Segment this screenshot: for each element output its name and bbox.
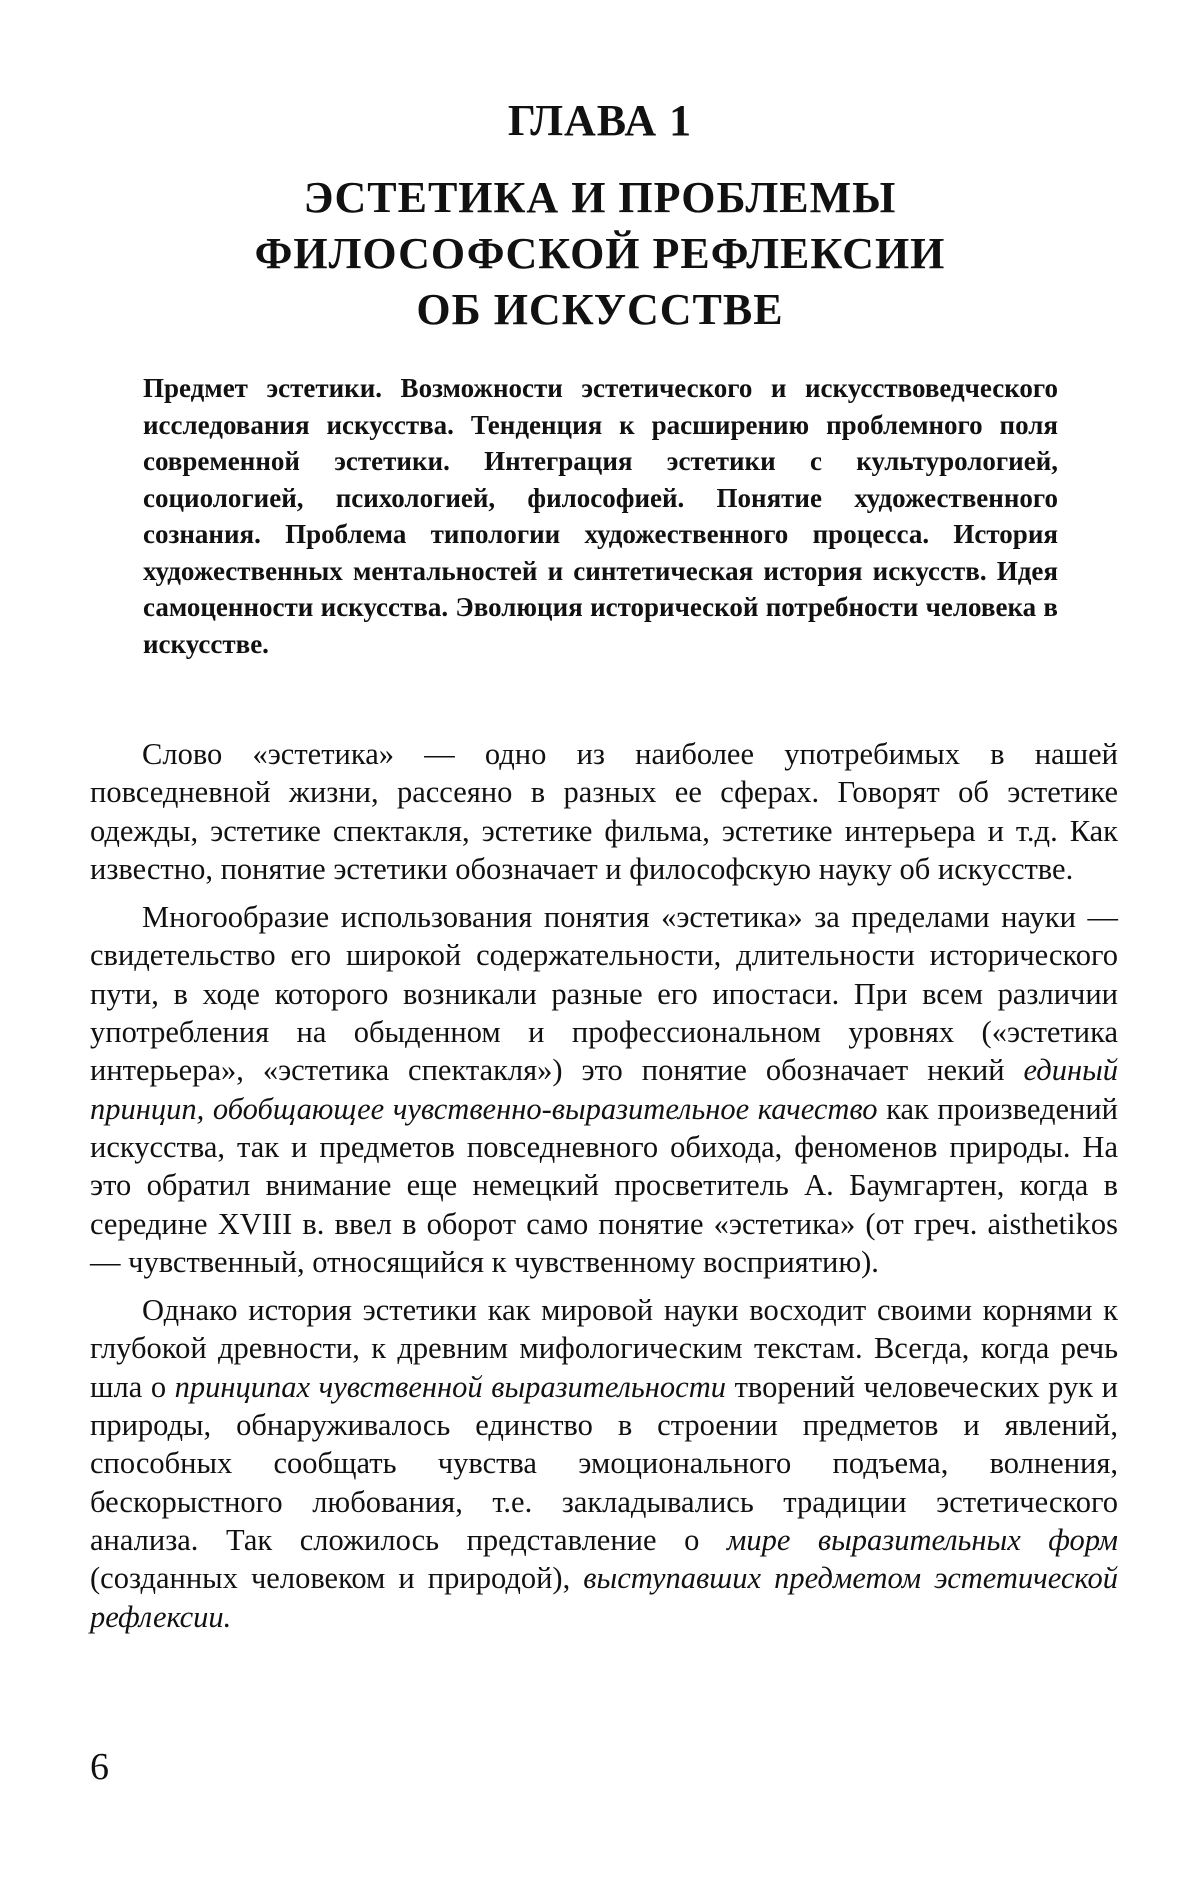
chapter-abstract: Предмет эстетики. Возможности эстетического и искусствоведческого исследования искусства. Тенденция к расширению проблемного поля современной эстетики. Интеграция эстетики с культурологией, социологией, психологией, философией. Понятие художественного сознания. Проблема типологии художественного процесса. История художественных ментальностей и синтетическая история искусств. Идея самоценности искусства. Эволюция исторической потребности человека в искусстве. [143, 373, 1058, 659]
chapter-title-line: ФИЛОСОФСКОЙ РЕФЛЕКСИИ [254, 229, 946, 278]
text-run: Слово «эстетика» — одно из наиболее употребимых в нашей повседневной жизни, рассеяно в разных ее сферах. Говорят об эстетике одежды, эстетике спектакля, эстетике фильма, эстетике интерьера и т.д. Как известно, понятие эстетики обозначает и философскую науку об искусстве. [90, 737, 1118, 886]
emphasis-text: выступавших предметом эстетической рефлексии. [90, 1561, 1118, 1634]
paragraph [90, 1291, 1118, 1636]
chapter-title [0, 170, 1200, 338]
text-run: творений человеческих рук и природы, обнаруживалось единство в строении предметов и явлений, способных сообщать чувства эмоционального подъема, волнения, бескорыстного любования, т.е. закладывались традиции эстетического анализа. Так сложилось представление о [90, 1369, 1118, 1557]
text-run: как произведений искусства, так и предметов повседневного обихода, феноменов природы. На это обратил внимание еще немецкий просветитель А. Баумгартен, когда в середине XVIII в. ввел в оборот само понятие «эстетика» (от греч. aisthetikos — чувственный, относящийся к чувственному восприятию). [90, 1091, 1118, 1279]
paragraph [90, 898, 1118, 1281]
emphasis-text: единый принцип, обобщающее чувственно-выразительное качество [90, 1053, 1118, 1126]
body-text [90, 735, 1118, 1646]
chapter-title-line: ОБ ИСКУССТВЕ [416, 285, 784, 334]
paragraph [90, 735, 1118, 888]
emphasis-text: принципах чувственной выразительности [174, 1369, 726, 1404]
text-run: (созданных человеком и природой), [90, 1561, 584, 1596]
chapter-label: ГЛАВА 1 [507, 96, 693, 145]
page-number: 6 [90, 1746, 109, 1788]
emphasis-text: мире выразительных форм [726, 1522, 1118, 1557]
chapter-title-line: ЭСТЕТИКА И ПРОБЛЕМЫ [303, 173, 897, 222]
text-run: Многообразие использования понятия «эстетика» за пределами науки — свидетельство его широкой содержательности, длительности исторического пути, в ходе которого возникали разные его ипостаси. При всем различии употребления на обыденном и профессиональном уровнях («эстетика интерьера», «эстетика спектакля») это понятие обозначает некий [90, 900, 1118, 1088]
text-run: Однако история эстетики как мировой науки восходит своими корнями к глубокой древности, к древним мифологическим текстам. Всегда, когда речь шла о [90, 1293, 1118, 1404]
